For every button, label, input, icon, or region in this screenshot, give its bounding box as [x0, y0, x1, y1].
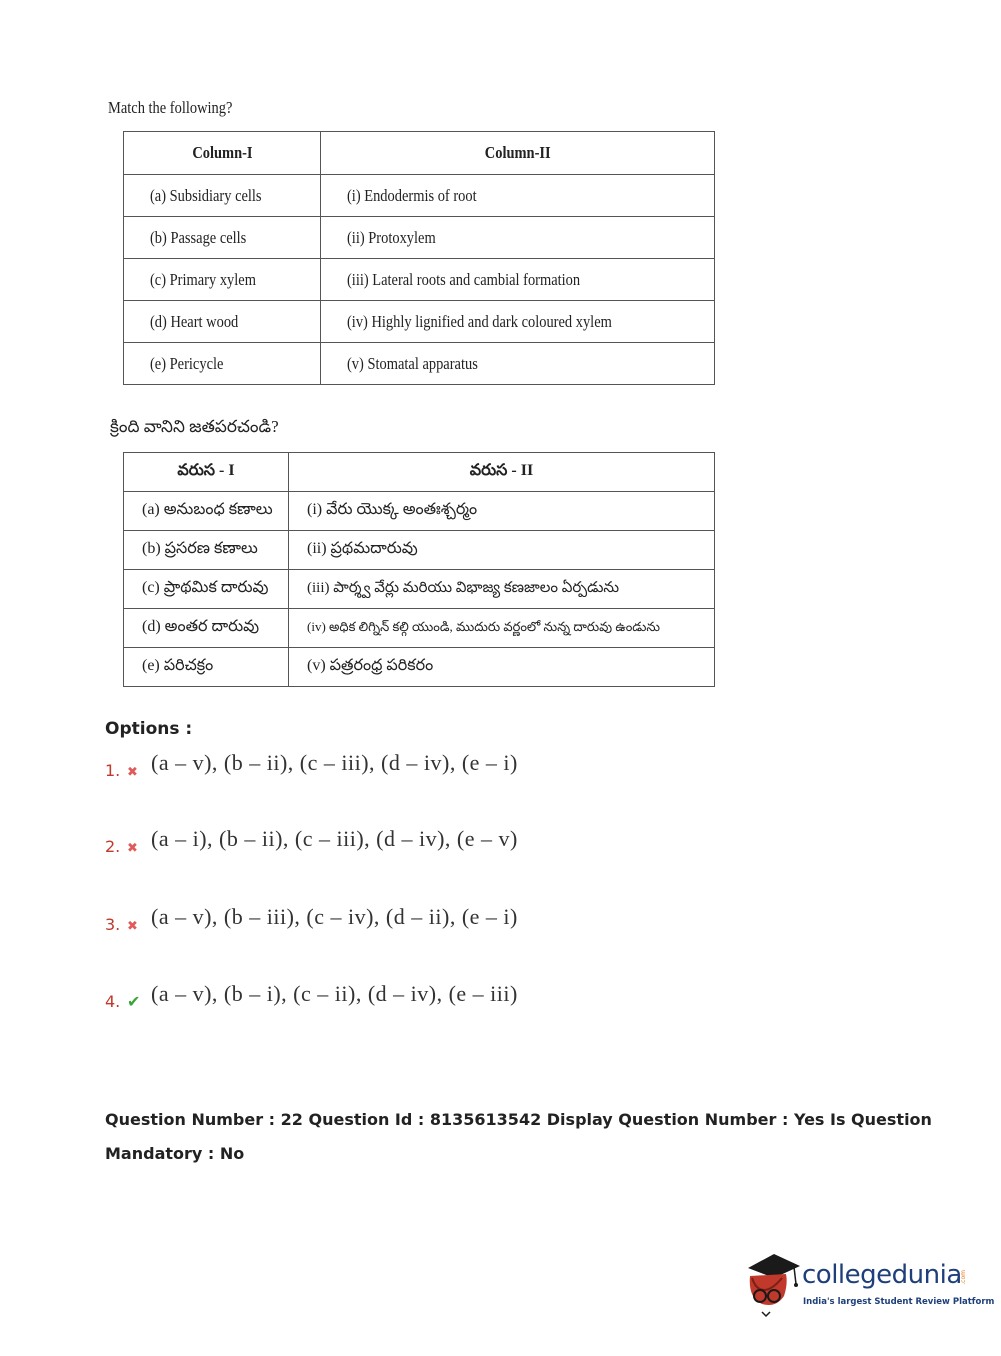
option-text: (a – v), (b – ii), (c – iii), (d – iv), (e – i) [151, 750, 518, 775]
option-number: 2. [105, 837, 121, 856]
mascot-icon [742, 1250, 802, 1320]
option-1[interactable] [105, 750, 518, 780]
column-1-cell: (d) అంతర దారువు [124, 609, 289, 648]
question-meta-line-1: Question Number : 22 Question Id : 8135613542 Display Question Number : Yes Is Question [105, 1110, 932, 1129]
column-1-cell: (d) Heart wood [124, 301, 321, 343]
option-2[interactable] [105, 826, 518, 856]
column-2-cell: (ii) Protoxylem [321, 217, 715, 259]
table-row [124, 531, 715, 570]
column-2-cell: (ii) ప్రథమదారువు [289, 531, 715, 570]
table-row [124, 648, 715, 687]
column-1-cell: (e) Pericycle [124, 343, 321, 385]
cross-icon: ✖ [127, 765, 138, 780]
column-1-cell: (e) పరిచక్రం [124, 648, 289, 687]
logo-tagline: India's largest Student Review Platform [803, 1297, 995, 1307]
column-2-cell: (i) వేరు యొక్క అంతఃశ్చర్మం [289, 492, 715, 531]
column-2-cell: (v) Stomatal apparatus [321, 343, 715, 385]
options-label: Options : [105, 719, 193, 739]
column-2-cell: (iii) Lateral roots and cambial formation [321, 259, 715, 301]
column-1-cell: (c) Primary xylem [124, 259, 321, 301]
table-header-row [124, 132, 715, 175]
column-1-cell: (b) Passage cells [124, 217, 321, 259]
option-number: 1. [105, 761, 121, 780]
question-intro-english: Match the following? [108, 98, 233, 117]
option-number: 3. [105, 915, 121, 934]
option-4[interactable] [105, 981, 518, 1011]
column-1-cell: (b) ప్రసరణ కణాలు [124, 531, 289, 570]
check-icon: ✔ [127, 992, 141, 1011]
table-row [124, 217, 715, 259]
table-row [124, 343, 715, 385]
match-table-english [123, 131, 715, 385]
option-text: (a – v), (b – i), (c – ii), (d – iv), (e – iii) [151, 981, 518, 1006]
table-row [124, 175, 715, 217]
question-meta-line-2: Mandatory : No [105, 1144, 245, 1163]
column-2-header: Column-II [321, 132, 715, 175]
table-header-row [124, 453, 715, 492]
table-row [124, 570, 715, 609]
column-1-header: వరుస - I [124, 453, 289, 492]
column-2-cell: (iv) Highly lignified and dark coloured xylem [321, 301, 715, 343]
option-3[interactable] [105, 904, 518, 934]
column-2-cell: (iv) అధిక లిగ్నిన్ కల్గి యుండి, ముదురు వర్ణంలో నున్న దారువు ఉండును [289, 609, 715, 648]
column-1-cell: (c) ప్రాథమిక దారువు [124, 570, 289, 609]
cross-icon: ✖ [127, 919, 138, 934]
column-2-header: వరుస - II [289, 453, 715, 492]
cross-icon: ✖ [127, 841, 138, 856]
column-2-cell: (iii) పార్శ్వ వేర్లు మరియు విభాజ్య కణజాలం ఏర్పడును [289, 570, 715, 609]
table-row [124, 492, 715, 531]
option-number: 4. [105, 992, 121, 1011]
match-table-telugu [123, 452, 715, 687]
column-2-cell: (i) Endodermis of root [321, 175, 715, 217]
option-text: (a – i), (b – ii), (c – iii), (d – iv), (e – v) [151, 826, 518, 851]
logo-wordmark: collegedunia [802, 1260, 962, 1290]
collegedunia-logo[interactable] [742, 1250, 995, 1320]
table-row [124, 301, 715, 343]
option-text: (a – v), (b – iii), (c – iv), (d – ii), (e – i) [151, 904, 518, 929]
table-row [124, 259, 715, 301]
column-1-cell: (a) Subsidiary cells [124, 175, 321, 217]
column-2-cell: (v) పత్రరంధ్ర పరికరం [289, 648, 715, 687]
column-1-cell: (a) అనుబంధ కణాలు [124, 492, 289, 531]
column-1-header: Column-I [124, 132, 321, 175]
table-row [124, 609, 715, 648]
question-intro-telugu: క్రింది వానిని జతపరచండి? [110, 417, 279, 436]
logo-domain-suffix: .com [960, 1270, 967, 1285]
